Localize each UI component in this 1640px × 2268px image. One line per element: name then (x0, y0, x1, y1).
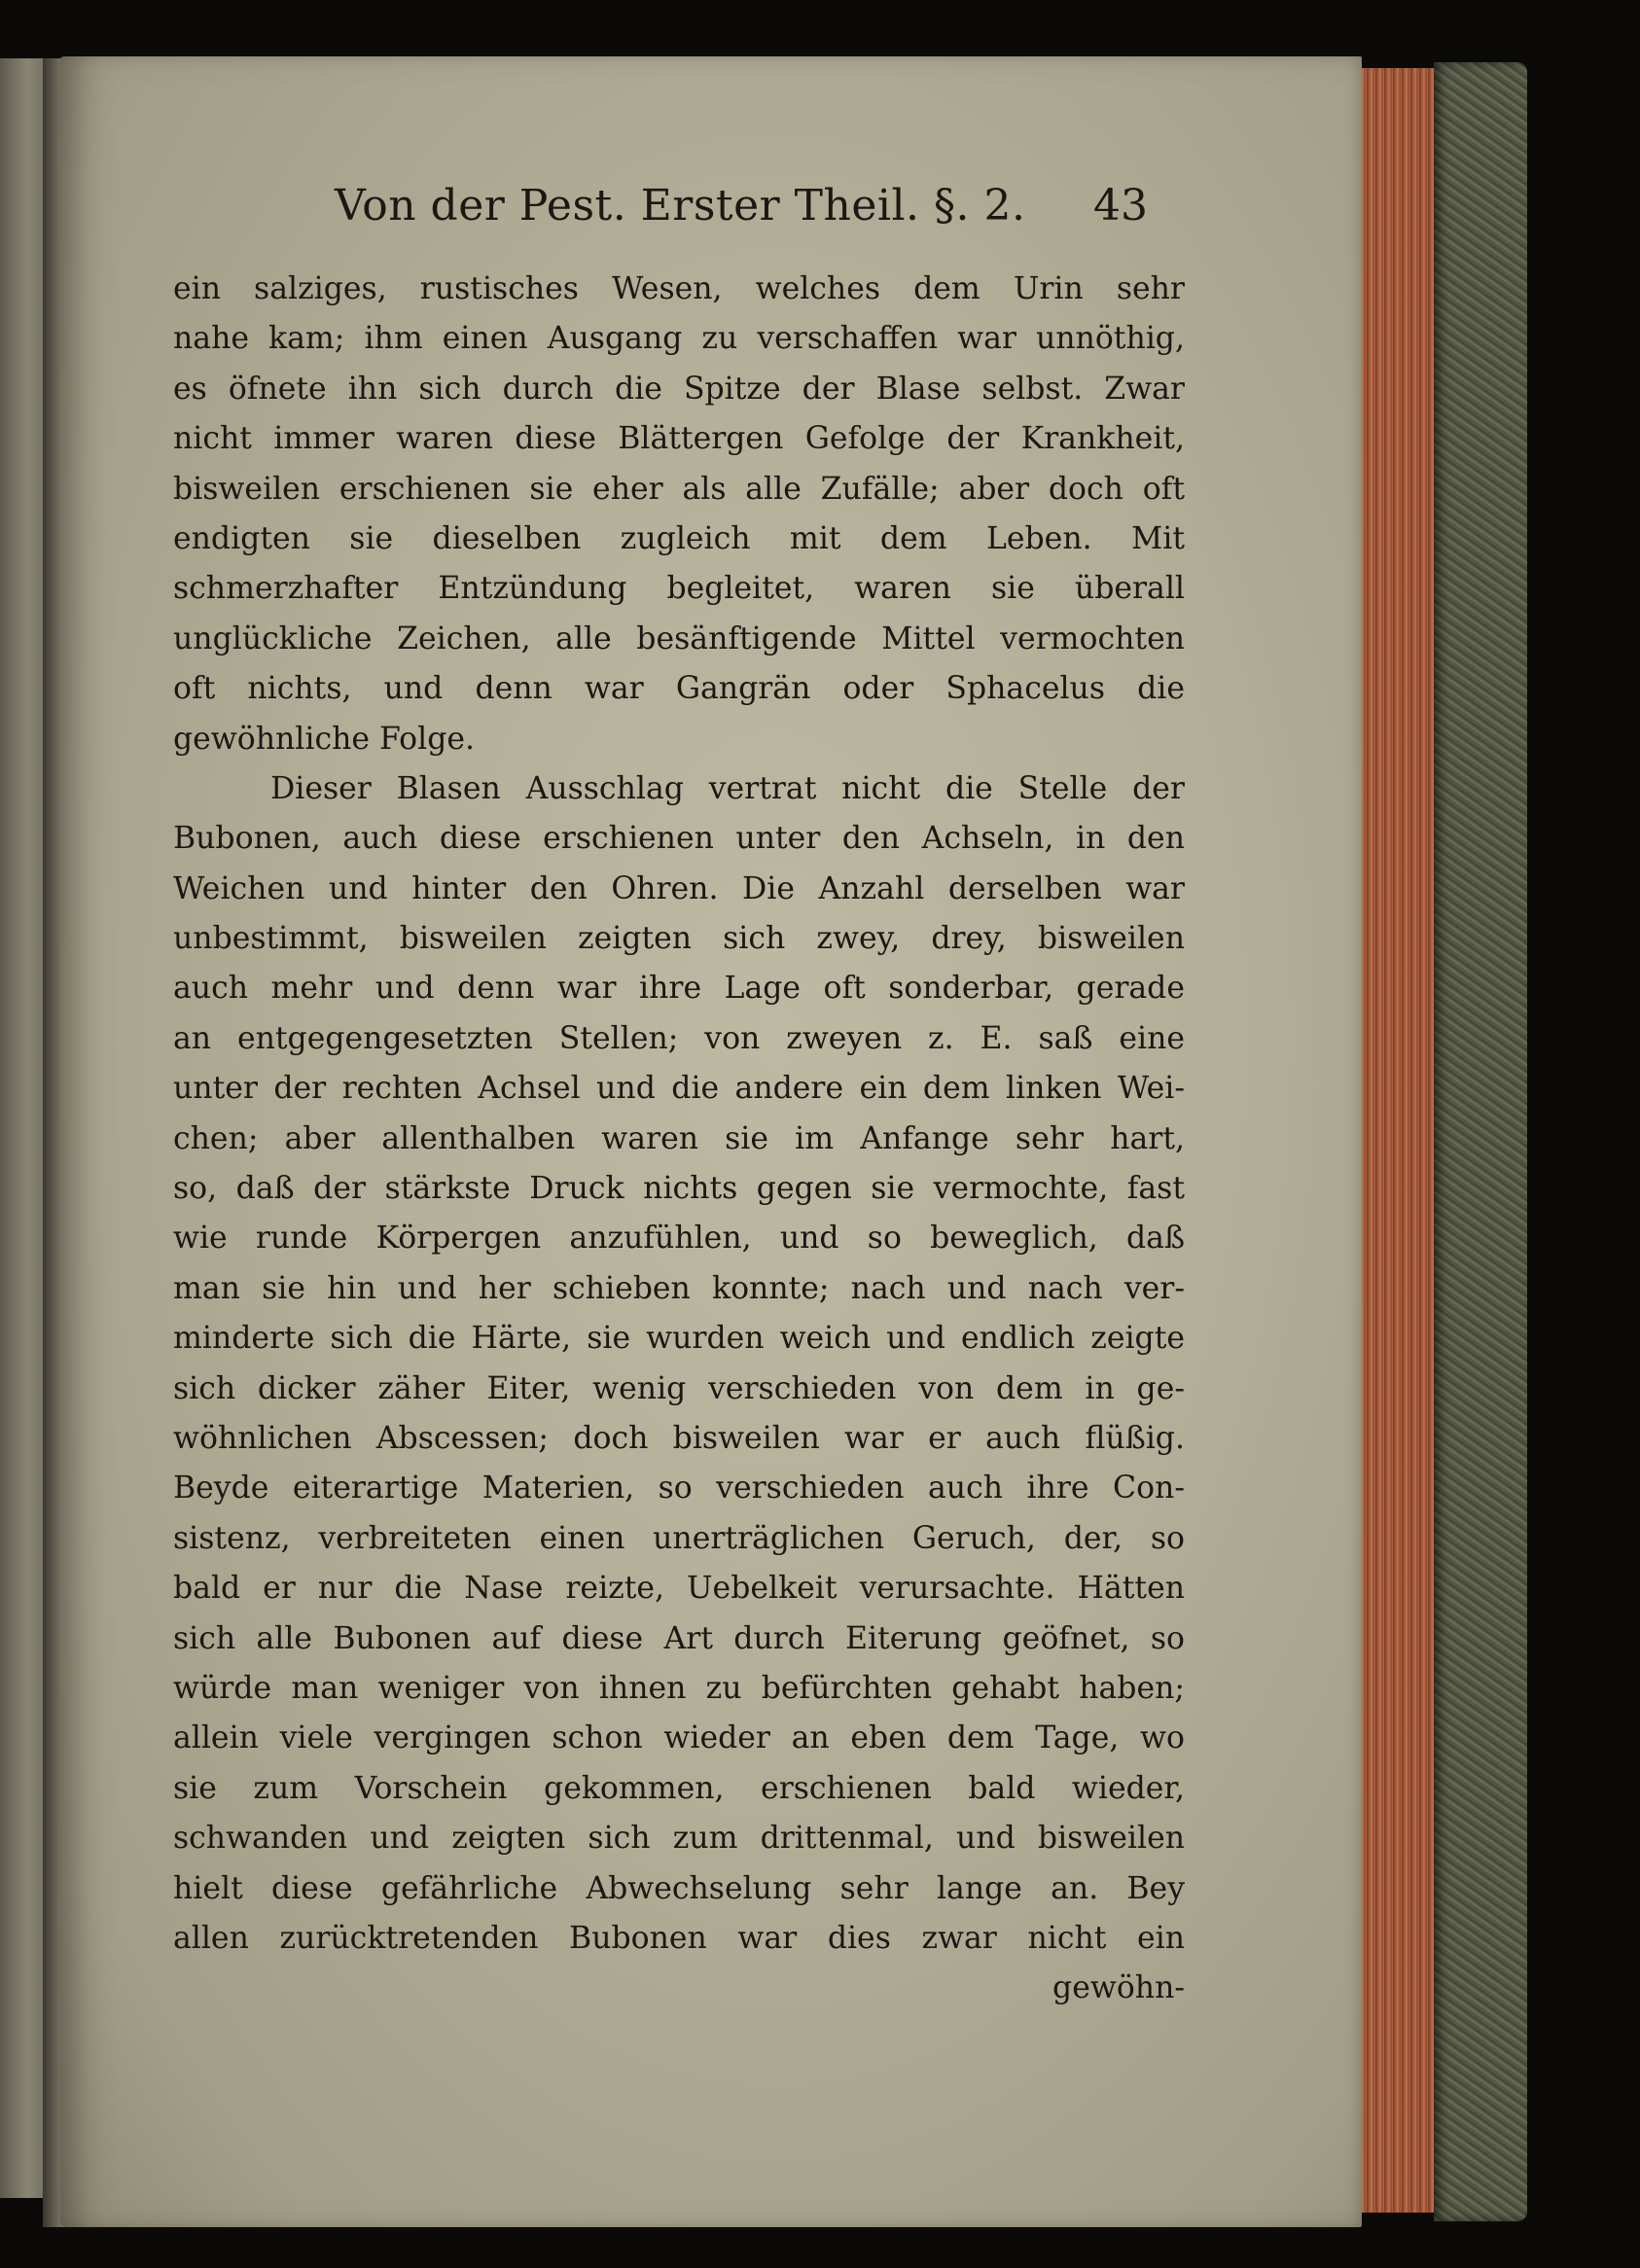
text-line: wie runde Körpergen anzufühlen, und so beweglich, daß (173, 1221, 1185, 1257)
text-line: auch mehr und denn war ihre Lage oft sonderbar, gerade (173, 971, 1185, 1007)
text-line: unglückliche Zeichen, alle besänftigende Mittel vermochten (173, 620, 1185, 656)
text-line: hielt diese gefährliche Abwechselung sehr lange an. Bey (173, 1870, 1185, 1906)
page-number: 43 (1093, 181, 1148, 230)
text-line: allein viele vergingen schon wieder an eben dem Tage, wo (173, 1720, 1185, 1756)
text-line: sich alle Bubonen auf diese Art durch Eiterung geöfnet, so (173, 1620, 1185, 1656)
body-text (173, 265, 1185, 2014)
text-line: wöhnlichen Abscessen; doch bisweilen war er auch flüßig. (173, 1420, 1185, 1456)
text-line: an entgegengesetzten Stellen; von zweyen z. E. saß eine (173, 1020, 1185, 1056)
running-head (313, 177, 1167, 245)
text-line: endigten sie dieselben zugleich mit dem Leben. Mit (173, 520, 1185, 556)
text-line: sich dicker zäher Eiter, wenig verschieden von dem in ge- (173, 1370, 1185, 1406)
text-line: sie zum Vorschein gekommen, erschienen bald wieder, (173, 1770, 1185, 1806)
running-head-title: Von der Pest. Erster Theil. §. 2. (335, 181, 1026, 230)
text-line: schmerzhafter Entzündung begleitet, waren sie überall (173, 571, 1185, 607)
text-line: minderte sich die Härte, sie wurden weich und endlich zeigte (173, 1321, 1185, 1357)
text-line: nahe kam; ihm einen Ausgang zu verschaffen war unnöthig, (173, 321, 1185, 357)
text-line: bisweilen erschienen sie eher als alle Zufälle; aber doch oft (173, 471, 1185, 507)
text-line: unter der rechten Achsel und die andere ein dem linken Wei- (173, 1071, 1185, 1107)
text-line: sistenz, verbreiteten einen unerträglichen Geruch, der, so (173, 1520, 1185, 1556)
paragraph-start-line: Dieser Blasen Ausschlag vertrat nicht die Stelle der (270, 770, 1185, 806)
text-line: oft nichts, und denn war Gangrän oder Sphacelus die (173, 671, 1185, 707)
text-line: gewöhnliche Folge. (173, 721, 476, 757)
text-line: chen; aber allenthalben waren sie im Anfange sehr hart, (173, 1120, 1185, 1156)
text-line: schwanden und zeigten sich zum drittenmal, und bisweilen (173, 1821, 1185, 1857)
page-edges (1358, 68, 1442, 2213)
text-line: nicht immer waren diese Blättergen Gefolge der Krankheit, (173, 421, 1185, 457)
text-line: unbestimmt, bisweilen zeigten sich zwey, drey, bisweilen (173, 921, 1185, 957)
text-line: Weichen und hinter den Ohren. Die Anzahl derselben war (173, 870, 1185, 906)
text-line: man sie hin und her schieben konnte; nach und nach ver- (173, 1270, 1185, 1306)
catchword: gewöhn- (1052, 1970, 1185, 2006)
text-line: Beyde eiterartige Materien, so verschieden auch ihre Con- (173, 1471, 1185, 1506)
text-line: bald er nur die Nase reizte, Uebelkeit verursachte. Hätten (173, 1571, 1185, 1607)
text-line: so, daß der stärkste Druck nichts gegen sie vermochte, fast (173, 1171, 1185, 1207)
text-line: Bubonen, auch diese erschienen unter den Achseln, in den (173, 821, 1185, 857)
book-cover (1434, 62, 1527, 2221)
text-line: es öfnete ihn sich durch die Spitze der Blase selbst. Zwar (173, 371, 1185, 407)
text-line: würde man weniger von ihnen zu befürchten gehabt haben; (173, 1670, 1185, 1706)
text-line: allen zurücktretenden Bubonen war dies zwar nicht ein (173, 1920, 1185, 1956)
text-line: ein salziges, rustisches Wesen, welches dem Urin sehr (173, 271, 1185, 306)
